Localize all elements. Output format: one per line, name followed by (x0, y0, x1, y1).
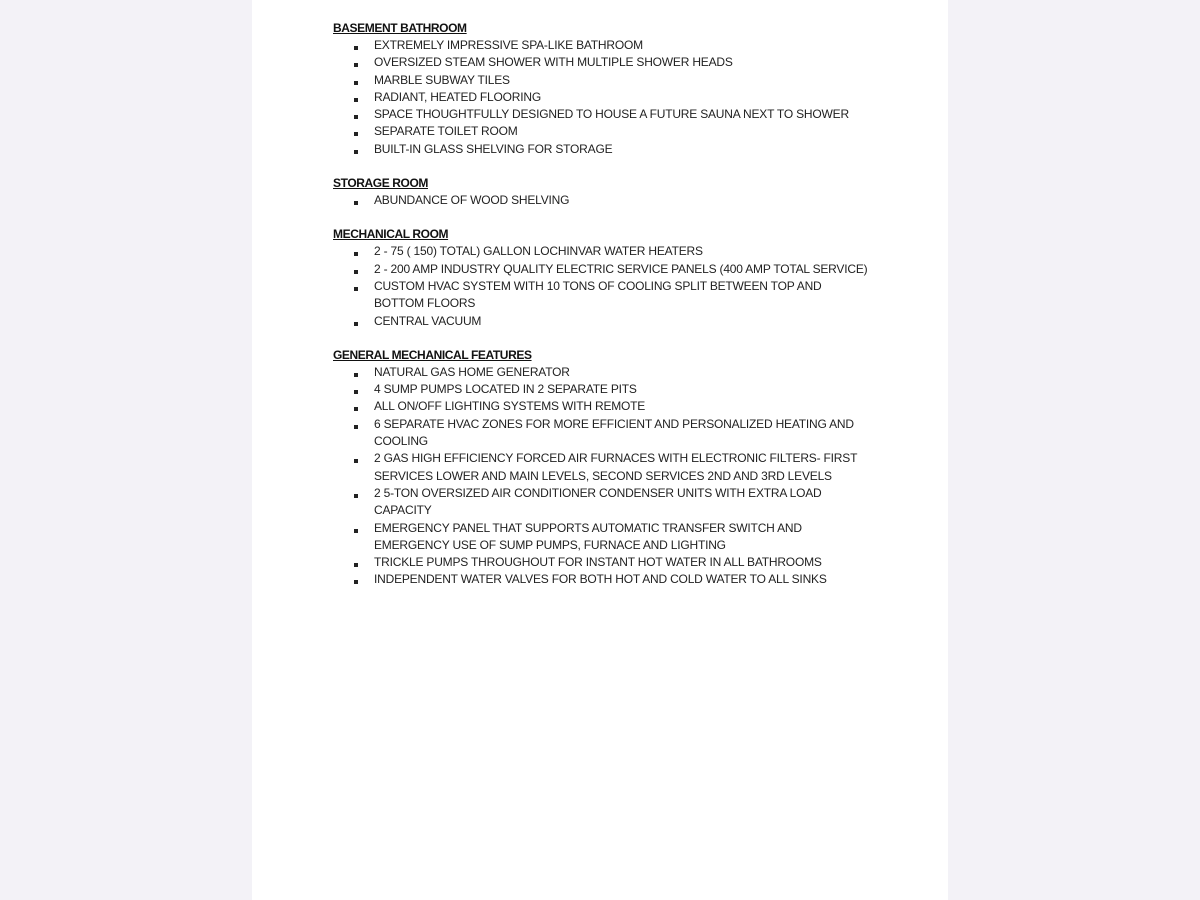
list-item: 2 5-TON OVERSIZED AIR CONDITIONER CONDENSER UNITS WITH EXTRA LOAD CAPACITY (333, 485, 873, 520)
list-item: BUILT-IN GLASS SHELVING FOR STORAGE (333, 141, 873, 158)
list-item: 2 GAS HIGH EFFICIENCY FORCED AIR FURNACES WITH ELECTRONIC FILTERS- FIRST SERVICES LOWER AND MAIN LEVELS, SECOND SERVICES 2ND AND 3RD LEVELS (333, 450, 873, 485)
section-heading: BASEMENT BATHROOM (333, 21, 467, 35)
list-item: MARBLE SUBWAY TILES (333, 72, 873, 89)
bullet-list (333, 364, 873, 589)
list-item: 6 SEPARATE HVAC ZONES FOR MORE EFFICIENT AND PERSONALIZED HEATING AND COOLING (333, 416, 873, 451)
list-item: SPACE THOUGHTFULLY DESIGNED TO HOUSE A FUTURE SAUNA NEXT TO SHOWER (333, 106, 873, 123)
section-heading: STORAGE ROOM (333, 176, 428, 191)
list-item: CUSTOM HVAC SYSTEM WITH 10 TONS OF COOLING SPLIT BETWEEN TOP AND BOTTOM FLOORS (333, 278, 873, 313)
list-item: EXTREMELY IMPRESSIVE SPA-LIKE BATHROOM (333, 37, 873, 54)
list-item: ALL ON/OFF LIGHTING SYSTEMS WITH REMOTE (333, 398, 873, 415)
bullet-list (333, 37, 873, 158)
list-item: 4 SUMP PUMPS LOCATED IN 2 SEPARATE PITS (333, 381, 873, 398)
section-general-mechanical-features (333, 347, 873, 589)
list-item: TRICKLE PUMPS THROUGHOUT FOR INSTANT HOT WATER IN ALL BATHROOMS (333, 554, 873, 571)
list-item: INDEPENDENT WATER VALVES FOR BOTH HOT AND COLD WATER TO ALL SINKS (333, 571, 873, 588)
list-item: NATURAL GAS HOME GENERATOR (333, 364, 873, 381)
document-content (333, 20, 873, 606)
list-item: EMERGENCY PANEL THAT SUPPORTS AUTOMATIC TRANSFER SWITCH AND EMERGENCY USE OF SUMP PUMPS, FURNACE AND LIGHTING (333, 520, 873, 555)
list-item: 2 - 200 AMP INDUSTRY QUALITY ELECTRIC SERVICE PANELS (400 AMP TOTAL SERVICE) (333, 261, 873, 278)
section-heading: MECHANICAL ROOM (333, 227, 449, 242)
section-basement-bathroom (333, 20, 873, 158)
section-storage-room (333, 175, 873, 209)
bullet-list (333, 192, 873, 209)
section-mechanical-room (333, 226, 873, 329)
section-heading: GENERAL MECHANICAL FEATURES (333, 347, 532, 362)
list-item: CENTRAL VACUUM (333, 313, 873, 330)
bullet-list (333, 243, 873, 329)
list-item: RADIANT, HEATED FLOORING (333, 89, 873, 106)
list-item: ABUNDANCE OF WOOD SHELVING (333, 192, 873, 209)
list-item: OVERSIZED STEAM SHOWER WITH MULTIPLE SHOWER HEADS (333, 54, 873, 71)
list-item: 2 - 75 ( 150) TOTAL) GALLON LOCHINVAR WATER HEATERS (333, 243, 873, 260)
list-item: SEPARATE TOILET ROOM (333, 123, 873, 140)
document-page (252, 0, 948, 900)
